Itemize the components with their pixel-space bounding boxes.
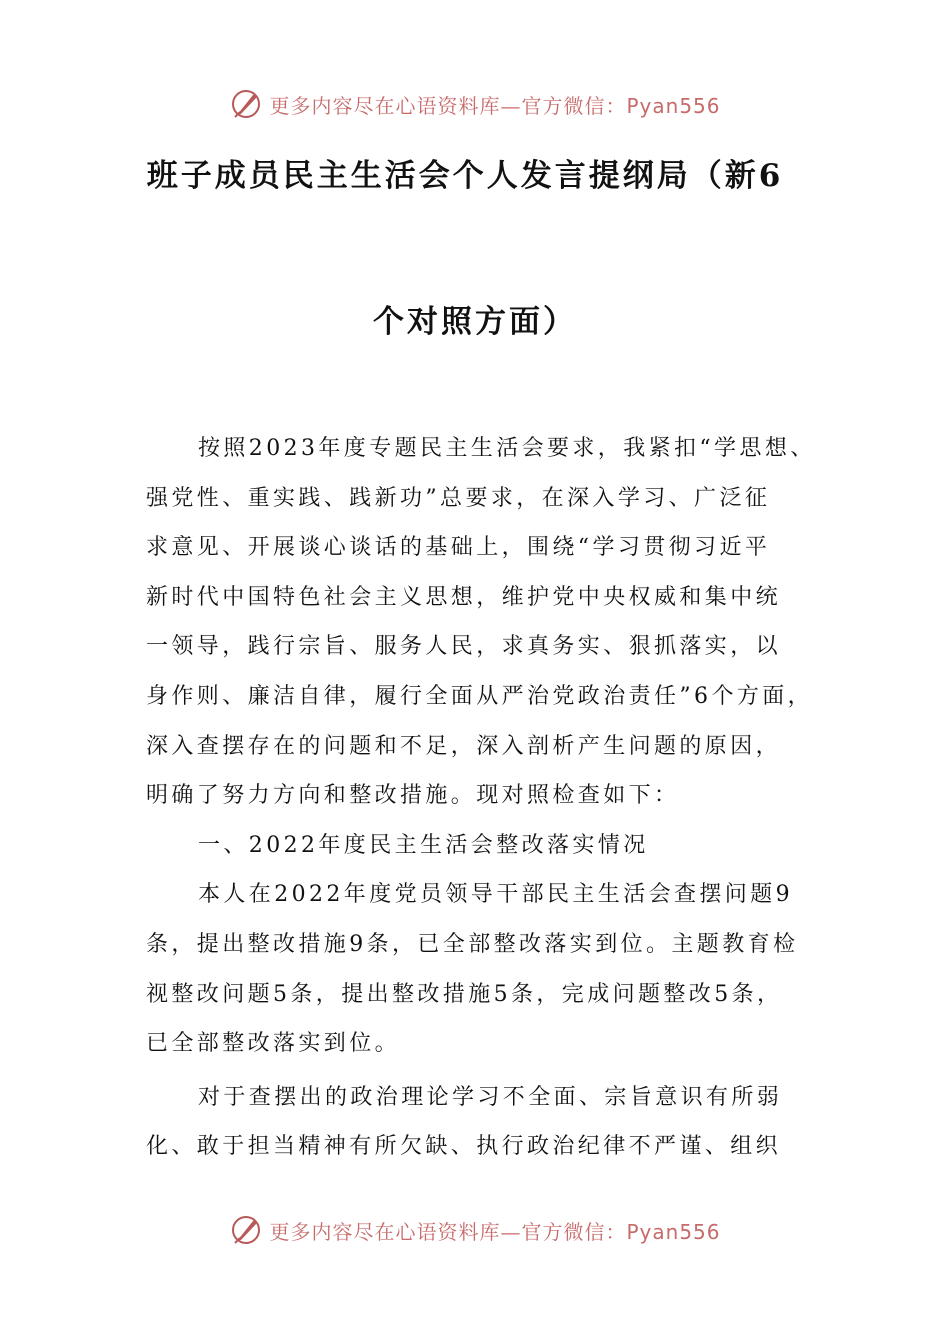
document-body <box>146 424 826 1172</box>
paragraph-3-line: 对于查摆出的政治理论学习不全面、宗旨意识有所弱 <box>198 1084 783 1110</box>
header-banner <box>0 84 950 124</box>
paragraph-1-line: 明确了努力方向和整改措施。现对照检查如下： <box>146 783 680 809</box>
quill-logo-icon <box>229 87 263 121</box>
document-title-line-2: 个对照方面） <box>373 304 577 340</box>
footer-banner <box>0 1210 950 1250</box>
paragraph-1-line: 新时代中国特色社会主义思想，维护党中央权威和集中统 <box>146 584 782 610</box>
paragraph-1-line: 强党性、重实践、践新功”总要求，在深入学习、广泛征 <box>146 485 771 511</box>
paragraph-2-line: 视整改问题5条，提出整改措施5条，完成问题整改5条， <box>146 981 783 1007</box>
quill-logo-icon <box>229 1213 263 1247</box>
footer-banner-text: 更多内容尽在心语资料库—官方微信：Pyan556 <box>269 1219 721 1244</box>
header-banner-text: 更多内容尽在心语资料库—官方微信：Pyan556 <box>269 93 721 118</box>
paragraph-3-line: 化、敢于担当精神有所欠缺、执行政治纪律不严谨、组织 <box>146 1134 782 1160</box>
paragraph-2-line: 条，提出整改措施9条，已全部整改落实到位。主题教育检 <box>146 931 799 957</box>
document-title-line-1: 班子成员民主生活会个人发言提纲局（新6 <box>146 158 784 194</box>
paragraph-1-line: 身作则、廉洁自律，履行全面从严治党政治责任”6个方面， <box>146 683 814 709</box>
paragraph-1-line: 求意见、开展谈心谈话的基础上，围绕“学习贯彻习近平 <box>146 535 771 561</box>
paragraph-1-line: 一领导，践行宗旨、服务人民，求真务实、狠抓落实，以 <box>146 634 782 660</box>
section-heading-1: 一、2022年度民主生活会整改落实情况 <box>198 832 649 858</box>
paragraph-1-line: 深入查摆存在的问题和不足，深入剖析产生问题的原因， <box>146 733 782 759</box>
paragraph-2-line: 本人在2022年度党员领导干部民主生活会查摆问题9 <box>198 882 793 908</box>
paragraph-1-line: 按照2023年度专题民主生活会要求，我紧扣“学思想、 <box>198 436 816 461</box>
paragraph-2-line: 已全部整改落实到位。 <box>146 1031 401 1057</box>
